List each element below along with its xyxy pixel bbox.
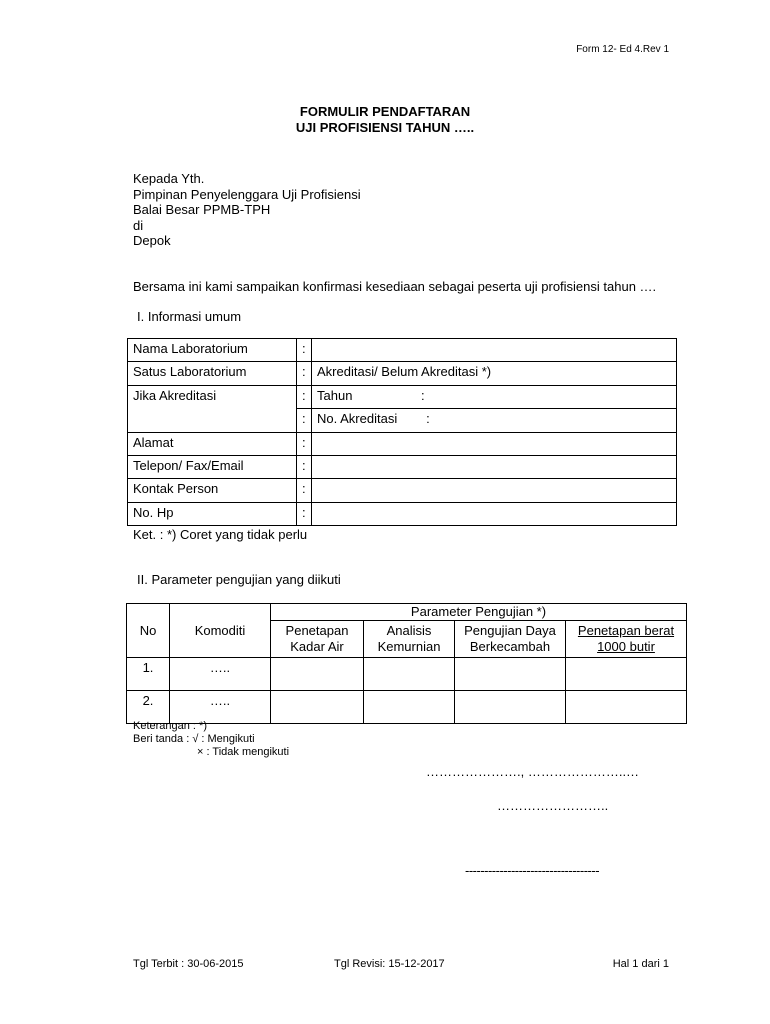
table-row <box>128 432 677 455</box>
header-daya-berkecambah-line-1: Pengujian Daya <box>464 623 556 638</box>
check-cell-berat-1000-butir[interactable] <box>566 691 687 724</box>
title-line-1: FORMULIR PENDAFTARAN <box>299 104 471 119</box>
table-row <box>128 479 677 502</box>
info-separator: : <box>297 432 312 455</box>
footer-issue-date: Tgl Terbit : 30-06-2015 <box>133 958 244 970</box>
table-row <box>128 502 677 525</box>
check-cell-daya-berkecambah[interactable] <box>455 691 566 724</box>
legend-line-2: Beri tanda : √ : Mengikuti <box>133 733 255 745</box>
info-value-field[interactable]: Akreditasi/ Belum Akreditasi *) <box>312 362 677 385</box>
info-value-field[interactable] <box>312 502 677 525</box>
info-separator: : <box>297 502 312 525</box>
address-line-4: di <box>133 217 144 233</box>
legend-line-1: Keterangan : *) <box>133 720 207 732</box>
table-row <box>128 385 677 408</box>
info-label: Telepon/ Fax/Email <box>128 455 297 478</box>
header-kadar-air-line-1: Penetapan <box>285 623 349 638</box>
header-daya-berkecambah <box>455 621 566 658</box>
general-info-table <box>127 338 677 526</box>
recipient-address <box>133 171 361 249</box>
info-value-field[interactable]: Tahun : <box>312 385 677 408</box>
legend-line-3: × : Tidak mengikuti <box>197 746 290 758</box>
info-separator: : <box>297 455 312 478</box>
header-berat-line-1: Penetapan berat <box>577 623 675 638</box>
info-label: No. Hp <box>128 502 297 525</box>
footer-revision-date: Tgl Revisi: 15-12-2017 <box>334 958 445 970</box>
info-value-field[interactable] <box>312 339 677 362</box>
header-kadar-air <box>271 621 364 658</box>
address-line-3: Balai Besar PPMB-TPH <box>133 202 271 217</box>
table-row <box>127 658 687 691</box>
parameter-table <box>126 603 687 724</box>
info-label: Nama Laboratorium <box>128 339 297 362</box>
info-value-field[interactable] <box>312 432 677 455</box>
header-kemurnian-line-2: Kemurnian <box>377 639 441 654</box>
signer-title-line[interactable]: …………………….. <box>497 798 609 813</box>
place-date-line[interactable]: …………………., …………………..… <box>426 764 640 779</box>
info-note: Ket. : *) Coret yang tidak perlu <box>133 527 308 542</box>
address-line-5: Depok <box>133 233 171 248</box>
info-label: Satus Laboratorium <box>128 362 297 385</box>
footer-page-number: Hal 1 dari 1 <box>612 958 669 970</box>
table-row <box>128 339 677 362</box>
header-berat-1000-butir <box>566 621 687 658</box>
header-daya-berkecambah-line-2: Berkecambah <box>469 639 551 654</box>
info-value-field[interactable]: No. Akreditasi : <box>312 409 677 432</box>
table-header-row <box>127 604 687 621</box>
table-row <box>128 362 677 385</box>
info-separator: : <box>297 479 312 502</box>
address-line-1: Kepada Yth. <box>133 171 205 186</box>
header-kemurnian-line-1: Analisis <box>386 623 432 638</box>
info-value-field[interactable] <box>312 455 677 478</box>
row-komoditi[interactable]: ….. <box>170 691 271 724</box>
table-row <box>128 409 677 432</box>
check-cell-kadar-air[interactable] <box>271 658 364 691</box>
header-berat-line-2: 1000 butir <box>597 639 655 654</box>
row-no: 2. <box>127 691 170 724</box>
intro-paragraph: Bersama ini kami sampaikan konfirmasi kesediaan sebagai peserta uji profisiensi tahun …. <box>133 279 657 294</box>
info-label: Jika Akreditasi <box>128 385 297 408</box>
check-cell-daya-berkecambah[interactable] <box>455 658 566 691</box>
info-separator: : <box>297 339 312 362</box>
info-label: Alamat <box>128 432 297 455</box>
info-label: Kontak Person <box>128 479 297 502</box>
row-no: 1. <box>127 658 170 691</box>
table-row <box>127 691 687 724</box>
header-komoditi: Komoditi <box>170 604 271 658</box>
info-separator: : <box>297 362 312 385</box>
title-line-2: UJI PROFISIENSI TAHUN ….. <box>295 120 475 135</box>
check-cell-kemurnian[interactable] <box>364 658 455 691</box>
check-cell-kadar-air[interactable] <box>271 691 364 724</box>
info-separator: : <box>297 385 312 408</box>
row-komoditi[interactable]: ….. <box>170 658 271 691</box>
parameter-legend <box>133 720 289 759</box>
section-1-heading: I. Informasi umum <box>137 309 242 324</box>
header-kadar-air-line-2: Kadar Air <box>290 639 344 654</box>
info-separator: : <box>297 409 312 432</box>
info-label <box>128 409 297 432</box>
table-row <box>128 455 677 478</box>
header-kemurnian <box>364 621 455 658</box>
check-cell-berat-1000-butir[interactable] <box>566 658 687 691</box>
document-title <box>0 104 770 136</box>
signature-line[interactable]: ----------------------------------- <box>465 863 600 878</box>
header-parameter-group: Parameter Pengujian *) <box>271 604 687 621</box>
address-line-2: Pimpinan Penyelenggara Uji Profisiensi <box>133 186 361 202</box>
info-value-field[interactable] <box>312 479 677 502</box>
section-2-heading: II. Parameter pengujian yang diikuti <box>137 572 341 587</box>
check-cell-kemurnian[interactable] <box>364 691 455 724</box>
header-no: No <box>127 604 170 658</box>
form-code: Form 12- Ed 4.Rev 1 <box>576 44 669 55</box>
